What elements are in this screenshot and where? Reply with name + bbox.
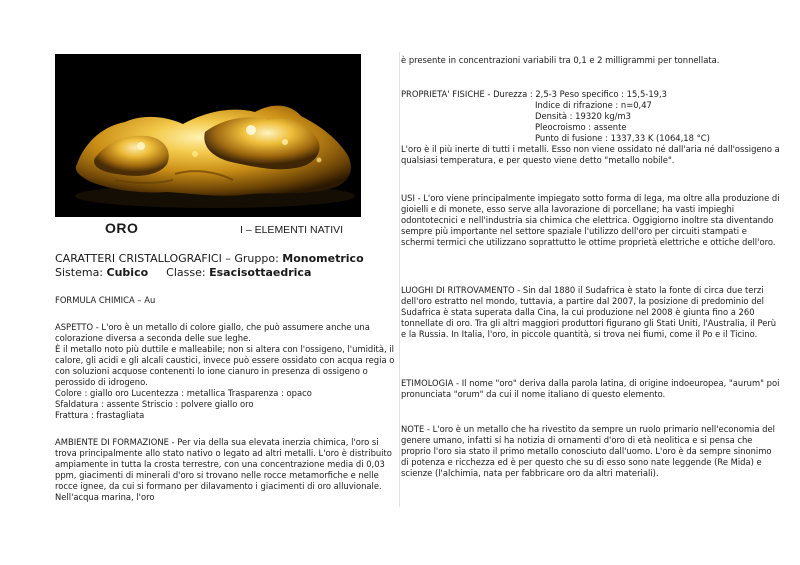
fisiche-refraction: Indice di rifrazione : n=0,47 — [535, 100, 652, 110]
section-usi — [401, 193, 781, 248]
fisiche-inertness: L'oro è il più inerte di tutti i metalli. Esso non viene ossidato né dall'aria né dall'ossigeno a qualsiasi temperatura, e per questo viene detto "metallo nobile". — [401, 144, 780, 165]
aspetto-intro: ASPETTO - L'oro è un metallo di colore giallo, che può assumere anche una colorazione diversa a seconda delle sue leghe. — [55, 322, 370, 343]
crystal-group-value: Monometrico — [282, 252, 364, 265]
etimologia-text: ETIMOLOGIA - Il nome "oro" deriva dalla parola latina, di origine indoeuropea, "aurum" poi pronunciata "orum" da cui il nome italiano di questo elemento. — [401, 378, 780, 399]
crystal-characteristics — [55, 252, 364, 280]
aspetto-properties: È il metallo noto più duttile e malleabile; non si altera con l'ossigeno, l'umidità, il calore, gli acidi e gli alcali caustici, invece può essere ossidato con acqua regia o con soluzioni acquose contenenti lo ione cianuro in presenza di ossigeno o perossido di idrogeno. — [55, 344, 395, 387]
mineral-classification: I – ELEMENTI NATIVI — [240, 224, 344, 236]
fisiche-melting-point: Punto di fusione : 1337,33 K (1064,18 °C) — [535, 133, 710, 143]
luoghi-text: LUOGHI DI RITROVAMENTO - Sin dal 1880 il Sudafrica è stato la fonte di circa due terzi dell'oro estratto nel mondo, tuttavia, a partire dal 2007, la posizione di predominio del Sudafrica è stata superata dalla Cina, la cui produzione nel 2008 è giunta fino a 260 tonnellate di oro. Tra gli altri maggiori produttori figurano gli Stati Uniti, l'Australia, il Perù e la Russia. In Italia, l'oro, in piccole quantità, si trova nei fiumi, come il Po e il Ticino. — [401, 285, 777, 339]
aspetto-cleavage-line: Sfaldatura : assente Striscio : polvere giallo oro — [55, 399, 254, 409]
crystal-group-line — [55, 252, 364, 266]
fisiche-pleochroism: Pleocroismo : assente — [535, 122, 627, 132]
crystal-class-label: Classe: — [166, 266, 210, 279]
crystal-system-label: Sistema: — [55, 266, 107, 279]
section-luoghi — [401, 285, 781, 340]
mineral-name: ORO — [105, 220, 139, 236]
section-etimologia — [401, 378, 781, 400]
usi-text: USI - L'oro viene principalmente impiegato sotto forma di lega, ma oltre alla produzione di gioielli e di monete, esso serve alla lavorazione di porcellane; ha vasti impieghi odontotecnici e nell'industria sia chimica che elettrica. Oggigiorno inoltre sta diventando sempre più importante nel settore spaziale l'utilizzo dell'oro per circuiti stampati e schermi termici che utilizzano soprattutto le ottime proprietà elettriche e ottiche dell'oro. — [401, 193, 780, 247]
aspetto-fracture-line: Frattura : frastagliata — [55, 410, 145, 420]
ambiente-continued-text: è presente in concentrazioni variabili tra 0,1 e 2 milligrammi per tonnellata. — [401, 55, 720, 65]
chemical-formula: FORMULA CHIMICA – Au — [55, 295, 156, 305]
fisiche-density: Densità : 19320 kg/m3 — [535, 111, 631, 121]
crystal-system-line — [55, 266, 364, 280]
crystal-class-value: Esacisottaedrica — [209, 266, 312, 279]
column-divider — [399, 52, 400, 507]
gold-nugget-illustration — [55, 54, 361, 217]
crystal-system-value: Cubico — [106, 266, 149, 279]
ambiente-text: AMBIENTE DI FORMAZIONE - Per via della sua elevata inerzia chimica, l'oro si trova principalmente allo stato nativo o legato ad altri metalli. L'oro è distribuito ampiamente in tutta la crosta terrestre, con una concentrazione media di 0,03 ppm, giacimenti di minerali d'oro si trovano nelle rocce metamorfiche e nelle rocce ignee, da cui si formano per dilavamento i giacimenti di oro alluvionale. Nell'acqua marina, l'oro — [55, 437, 392, 502]
section-ambiente — [55, 437, 395, 503]
ambiente-continued — [401, 55, 781, 66]
note-text: NOTE - L'oro è un metallo che ha rivestito da sempre un ruolo primario nell'economia del genere umano, infatti si ha notizia di ornamenti d'oro di età neolitica e si pensa che proprio l'oro sia stato il primo metallo conosciuto dall'uomo. L'oro è da sempre sinonimo di potenza e ricchezza ed è per questo che su di esso sono nate leggende (Re Mida) e scienze (l'alchimia, nata per fabbricare oro da altri materiali). — [401, 424, 775, 478]
section-note — [401, 424, 781, 479]
section-fisiche — [401, 89, 781, 166]
section-aspetto — [55, 322, 395, 421]
fisiche-line1: PROPRIETA' FISICHE - Durezza : 2,5-3 Peso specifico : 15,5-19,3 — [401, 89, 667, 99]
aspetto-color-line: Colore : giallo oro Lucentezza : metallica Trasparenza : opaco — [55, 388, 312, 398]
crystal-group-label: CARATTERI CRISTALLOGRAFICI – Gruppo: — [55, 252, 283, 265]
gold-nugget-photo — [55, 54, 361, 217]
